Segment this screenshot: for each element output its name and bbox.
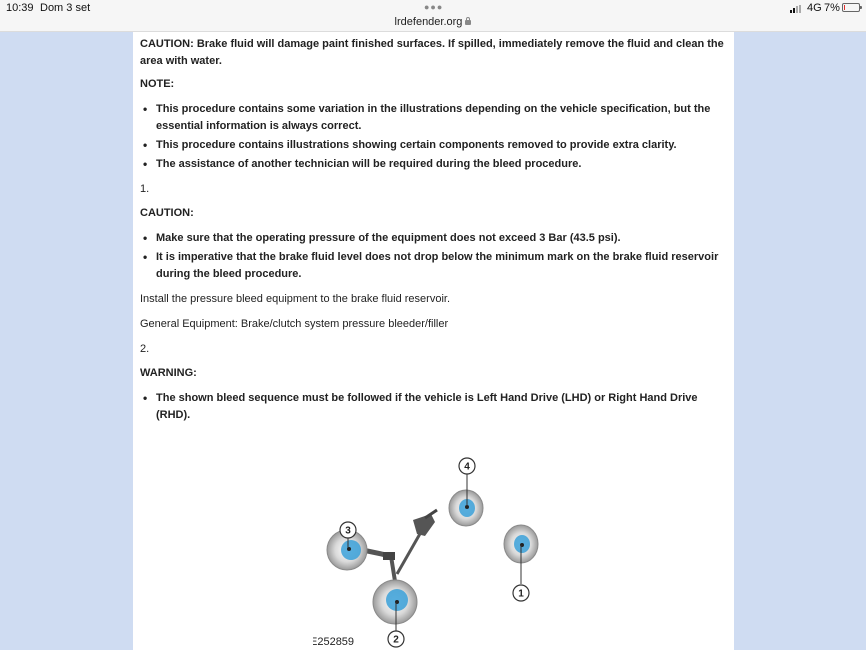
battery-fill	[844, 5, 845, 10]
general-equipment: General Equipment: Brake/clutch system pressure bleeder/filler	[140, 318, 449, 330]
caution-paint: CAUTION: Brake fluid will damage paint finished surfaces. If spilled, immediately remove the fluid and clean the area with water.	[140, 38, 724, 67]
callout-label: 4	[464, 461, 470, 473]
network-type: 4G	[807, 2, 822, 14]
callout-label: 1	[518, 588, 524, 600]
list-item: • This procedure contains illustrations showing certain components removed to provide extra clarity.	[140, 137, 724, 154]
note-label: NOTE:	[140, 78, 175, 90]
list-item: • It is imperative that the brake fluid level does not drop below the minimum mark on the brake fluid reservoir during the bleed procedure.	[140, 249, 724, 283]
article-content	[140, 36, 724, 432]
callout-3	[340, 522, 356, 538]
diagram-svg	[313, 424, 573, 650]
caution-list	[140, 230, 724, 283]
warning-label: WARNING:	[140, 367, 197, 379]
battery-icon	[842, 3, 860, 12]
article-page	[133, 32, 734, 650]
list-item: • The assistance of another technician will be required during the bleed procedure.	[140, 156, 724, 173]
callout-1	[513, 585, 529, 601]
step-number: 2.	[140, 343, 150, 355]
note-list	[140, 101, 724, 173]
callout-label: 2	[393, 634, 399, 646]
more-dots-icon[interactable]: ●●●	[424, 2, 444, 12]
callout-2	[388, 631, 404, 647]
lock-icon	[465, 20, 471, 25]
browser-status-bar	[0, 0, 866, 32]
bleed-sequence-diagram	[313, 424, 573, 650]
callout-label: 3	[345, 525, 351, 537]
brake-disc-2	[373, 580, 417, 624]
figure-code: E252859	[313, 636, 355, 648]
list-item: • The shown bleed sequence must be followed if the vehicle is Left Hand Drive (LHD) or Right Hand Drive (RHD).	[140, 390, 724, 424]
cellular-signal-icon	[790, 5, 804, 13]
list-item: • This procedure contains some variation in the illustrations depending on the vehicle specification, but the essential information is always correct.	[140, 101, 724, 135]
warning-list	[140, 390, 724, 424]
callout-4	[459, 458, 475, 474]
brake-disc-4	[449, 490, 483, 526]
battery-percent: 7%	[824, 2, 840, 14]
status-time: 10:39	[6, 2, 34, 14]
step-number: 1.	[140, 183, 150, 195]
list-item: • Make sure that the operating pressure of the equipment does not exceed 3 Bar (43.5 psi).	[140, 230, 724, 247]
caution-label: CAUTION:	[140, 207, 194, 219]
address-bar[interactable]	[0, 16, 866, 28]
url-text: lrdefender.org	[394, 16, 463, 28]
status-date: Dom 3 set	[40, 2, 91, 14]
install-instruction: Install the pressure bleed equipment to the brake fluid reservoir.	[140, 293, 451, 305]
